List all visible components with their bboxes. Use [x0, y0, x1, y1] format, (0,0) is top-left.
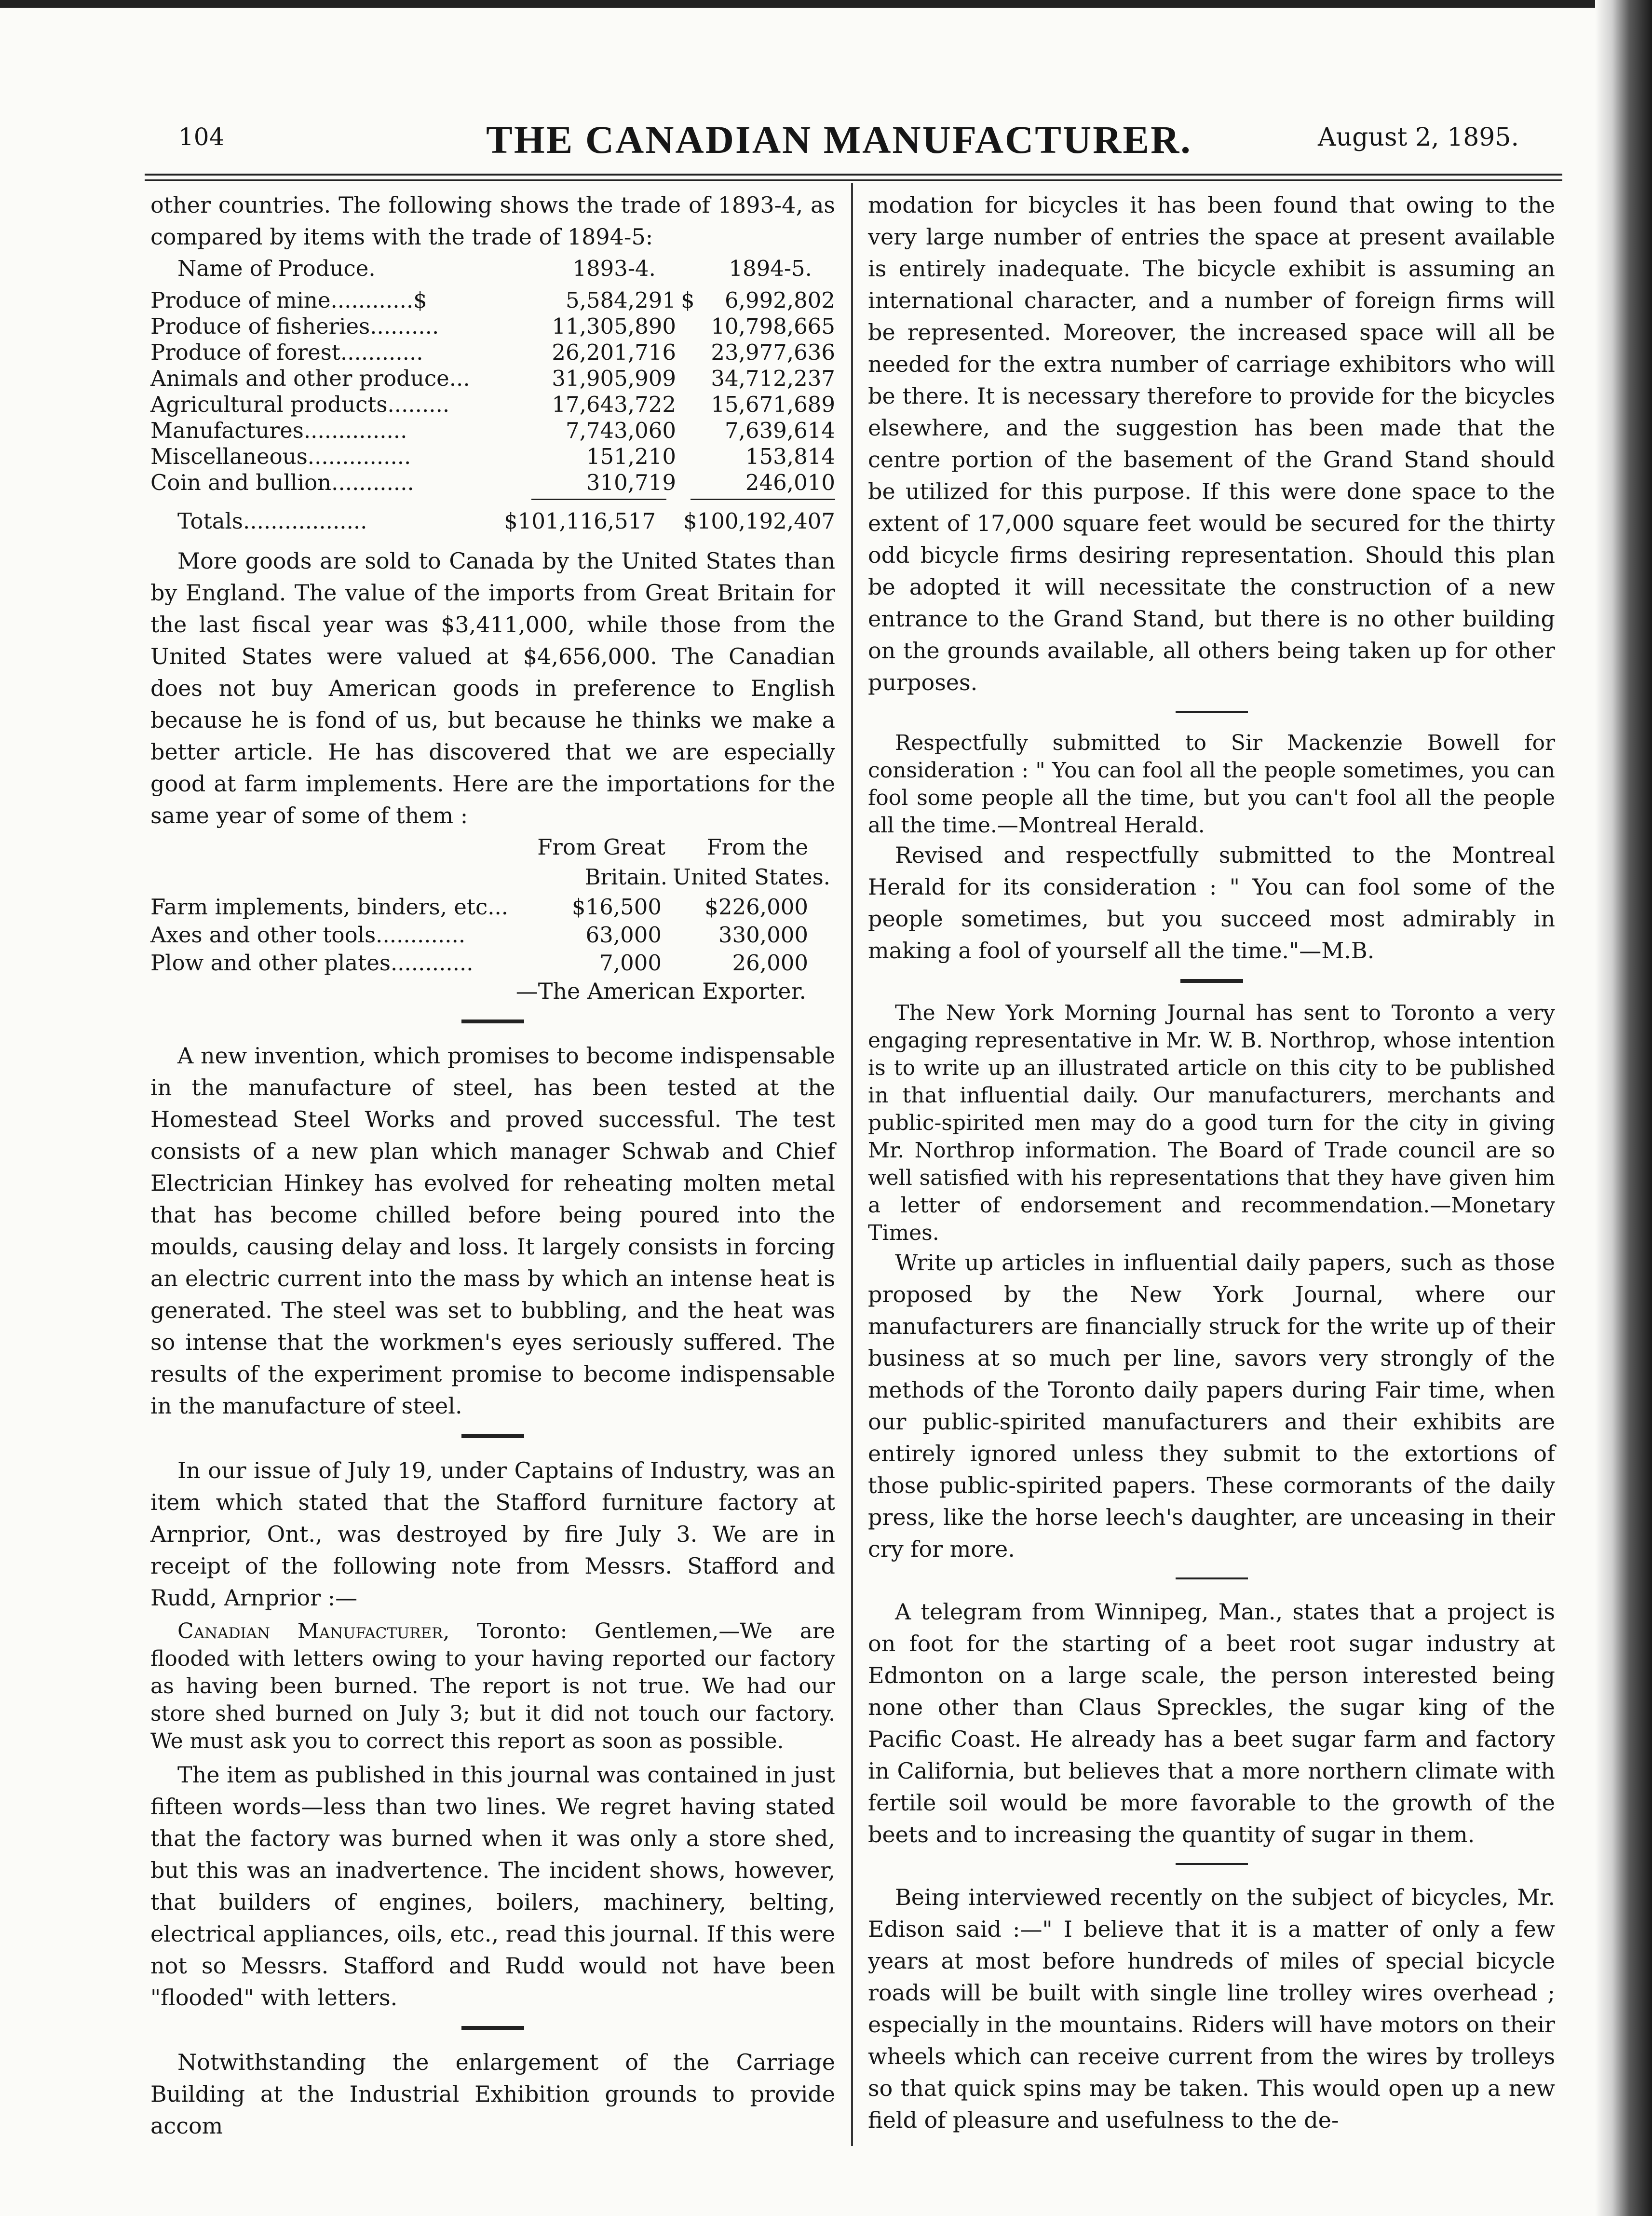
row-value-1894: 6,992,802 — [724, 287, 835, 313]
paragraph-write-up: Write up articles in influential daily papers, such as those proposed by the New York Journal, where our manufacturers are financially struck for the write up of their business at so much per line, savors very strongly of the methods of the Toronto daily papers during Fair time, when our public-spirited manufacturers and their exhibits are entirely ignored unless they submit to the extortions of those public-spirited papers. These cormorants of the daily press, like the horse leech's daughter, are unceasing in their cry for more. — [868, 1250, 1555, 1562]
row-value-britain: 7,000 — [599, 950, 662, 976]
table-row — [150, 363, 835, 389]
table-row — [150, 285, 835, 311]
row-value-1894: 23,977,636 — [711, 340, 835, 365]
table-row — [150, 311, 835, 337]
section-separator — [1176, 711, 1248, 713]
row-value-us: 26,000 — [732, 950, 808, 976]
row-value-1893: 26,201,716 — [552, 340, 676, 365]
paragraph-stafford: In our issue of July 19, under Captains of Industry, was an item which stated that the Stafford furniture factory at Arnprior, Ont., was destroyed by fire July 3. We are in receipt of the following note from Messrs. Stafford and Rudd, Arnprior :— — [150, 1457, 835, 1611]
trade-table-header — [150, 253, 835, 285]
table-row — [150, 337, 835, 363]
row-value-1894: 7,639,614 — [724, 418, 835, 443]
paragraph-inadvertence: The item as published in this journal was contained in just fifteen words—less than two lines. We regret having stated that the factory was burned when it was only a store shed, but this was an inadvertence. The incident shows, however, that builders of engines, boilers, machinery, belting, electrical appliances, oils, etc., read this journal. If this were not so Messrs. Stafford and Rudd would not have been "flooded" with letters. — [150, 1762, 835, 2011]
row-name: Farm implements, binders, etc... — [150, 894, 509, 920]
section-separator — [1176, 1577, 1248, 1579]
paragraph-ny-journal: The New York Morning Journal has sent to Toronto a very engaging representative in Mr. W. B. Northrop, whose intention is to write up an illustrated article on this city to be published in that influential daily. Our manufacturers, merchants and public-spirited men may do a good turn for the city in giving Mr. Northrop information. The Board of Trade council are so well satisfied with his representations that they have given him a letter of endorsement and recommendation.—Monetary Times. — [868, 1001, 1555, 1245]
row-value-1893: 310,719 — [586, 470, 676, 495]
row-value-britain: 63,000 — [585, 922, 662, 948]
row-value-1893: 11,305,890 — [552, 313, 676, 339]
row-value-1893: 5,584,291 — [565, 287, 676, 313]
left-column — [150, 189, 835, 2142]
totals-row — [150, 505, 835, 537]
totals-1893: $101,116,517 — [504, 508, 656, 534]
letter-addressee: Canadian Manufacturer — [177, 1619, 443, 1644]
totals-label: Totals.................. — [177, 508, 367, 534]
page-header — [159, 109, 1519, 162]
row-value-us: 330,000 — [718, 922, 808, 948]
row-value-1894: 15,671,689 — [711, 392, 835, 417]
row-name: Plow and other plates............ — [150, 950, 474, 976]
row-value-1894: 246,010 — [745, 470, 835, 495]
column-divider — [851, 183, 853, 2146]
row-value-us: $226,000 — [704, 894, 808, 920]
row-value-1893: 17,643,722 — [552, 392, 676, 417]
trade-intro: other countries. The following shows the trade of 1893-4, as compared by items with the trade of 1894-5: — [150, 192, 835, 250]
paragraph-bowell: Respectfully submitted to Sir Mackenzie Bowell for consideration : " You can fool all the people sometimes, you can fool some people all the time, but you can't fool all the people all the time.—Montreal Herald. — [868, 731, 1555, 838]
exporter-credit: —The American Exporter. — [515, 978, 806, 1004]
row-value-1893: 31,905,909 — [552, 366, 676, 391]
row-value-britain: $16,500 — [571, 894, 662, 920]
dollar-sign: $ — [681, 287, 695, 313]
col-name-head: Name of Produce. — [177, 256, 376, 281]
paragraph-steel-invention: A new invention, which promises to become indispensable in the manufacture of steel, has been tested at the Homestead Steel Works and proved successful. The test consists of a new plan which manager Schwab and Chief Electrician Hinkey has evolved for reheating molten metal that has become chilled before being poured into the moulds, causing delay and loss. It largely consists in forcing an electric current into the mass by which an intense heat is generated. The steel was set to bubbling, and the heat was so intense that the workmen's eyes seriously suffered. The results of the experiment promise to become indispensable in the manufacture of steel. — [150, 1043, 835, 1419]
masthead-title: THE CANADIAN MANUFACTURER. — [486, 118, 1192, 162]
table-row — [150, 947, 835, 975]
imports-table — [150, 831, 835, 1007]
section-separator — [461, 1434, 524, 1438]
col-us-head: From the — [706, 834, 808, 860]
col-1893-head: 1893-4. — [572, 256, 656, 281]
paragraph-beet-sugar: A telegram from Winnipeg, Man., states that a project is on foot for the starting of a beet root sugar industry at Edmonton on a large scale, the person interested being none other than Claus Spreckles, the sugar king of the Pacific Coast. He already has a beet sugar farm and factory in California, but believes that a more northern climate with fertile soil would be more favorable to the growth of the beets and to increasing the quantity of sugar in them. — [868, 1599, 1555, 1848]
paragraph-bicycle-space: modation for bicycles it has been found that owing to the very large number of entries the space at present available is entirely inadequate. The bicycle exhibit is assuming an international character, and a number of foreign firms will be represented. Moreover, the increased space will all be needed for the extra number of carriage exhibitors who will be there. It is necessary therefore to provide for the bicycles elsewhere, and the suggestion has been made that the centre portion of the basement of the Grand Stand should be utilized for this purpose. If this were done space to the extent of 17,000 square feet would be secured for the thirty odd bicycle firms desiring representation. Should this plan be adopted it will necessitate the construction of a new entrance to the Grand Stand, but there is no other building on the grounds available, all others being taken up for other purposes. — [868, 192, 1555, 695]
col-britain-head: From Great — [537, 834, 665, 860]
trade-table — [150, 253, 835, 537]
row-value-1894: 153,814 — [745, 444, 835, 469]
table-row — [150, 467, 835, 493]
col-us-head-2: United States. — [673, 864, 830, 890]
paragraph-montreal-herald: Revised and respectfully submitted to the Montreal Herald for its consideration : " You can fool some of the people sometimes, but you succeed most admirably in making a fool of yourself all the time."—M.B. — [868, 842, 1555, 964]
paragraph-goods: More goods are sold to Canada by the United States than by England. The value of the imports from Great Britain for the last fiscal year was $3,411,000, while those from the United States were valued at $4,656,000. The Canadian does not buy American goods in preference to English because he is fond of us, but because he thinks we make a better article. He has discovered that we are especially good at farm implements. Here are the importations for the same year of some of them : — [150, 548, 835, 829]
row-name: Agricultural products......... — [150, 392, 450, 417]
section-separator — [461, 2026, 524, 2030]
table-row — [150, 891, 835, 919]
stafford-letter — [150, 1618, 835, 1755]
paragraph-edison: Being interviewed recently on the subject of bicycles, Mr. Edison said :—" I believe that it is a matter of only a few years at most before hundreds of miles of special bicycle roads will be built with single line trolley wires overhead ; especially in the mountains. Riders will have motors on their wheels which can receive current from the wires by trolleys so that quick spins may be taken. This would open up a new field of pleasure and usefulness to the de- — [868, 1884, 1555, 2133]
col-1894-head: 1894-5. — [729, 256, 812, 281]
row-name: Manufactures............... — [150, 418, 407, 443]
row-name: Produce of fisheries.......... — [150, 313, 439, 339]
row-value-1893: 151,210 — [586, 444, 676, 469]
col-britain-head-2: Britain. — [584, 864, 667, 890]
imports-header-2 — [150, 861, 835, 891]
row-value-1894: 10,798,665 — [711, 313, 835, 339]
page-top-edge — [0, 0, 1652, 8]
header-rule-bottom — [145, 179, 1562, 181]
row-value-1893: 7,743,060 — [565, 418, 676, 443]
section-separator — [461, 1020, 524, 1023]
totals-1894: $100,192,407 — [683, 508, 835, 534]
letter-body: , Toronto: Gentlemen,—We are flooded with letters owing to your having reported our factory as having been burned. The report is not true. We had our store shed burned on July 3; but it did not touch our factory. We must ask you to correct this report as soon as possible. — [150, 1619, 835, 1754]
page-number: 104 — [178, 123, 225, 151]
table-row — [150, 441, 835, 467]
row-value-1894: 34,712,237 — [711, 366, 835, 391]
paragraph-carriage-building: Notwithstanding the enlargement of the Carriage Building at the Industrial Exhibition grounds to provide accom — [150, 2049, 835, 2139]
row-name: Produce of mine............$ — [150, 287, 427, 313]
header-rule-top — [145, 174, 1562, 176]
row-name: Coin and bullion............ — [150, 470, 414, 495]
page-binding-shadow — [1595, 0, 1652, 2216]
issue-date: August 2, 1895. — [1318, 123, 1519, 152]
row-name: Axes and other tools............. — [150, 922, 466, 948]
totals-rule — [150, 493, 835, 505]
row-name: Animals and other produce... — [150, 366, 470, 391]
section-separator — [1180, 979, 1243, 983]
row-name: Miscellaneous............... — [150, 444, 411, 469]
table-row — [150, 919, 835, 947]
row-name: Produce of forest............ — [150, 340, 423, 365]
imports-header-1 — [150, 831, 835, 861]
section-separator — [1176, 1863, 1248, 1865]
table-row — [150, 389, 835, 415]
right-column — [868, 189, 1555, 2136]
table-row — [150, 415, 835, 441]
